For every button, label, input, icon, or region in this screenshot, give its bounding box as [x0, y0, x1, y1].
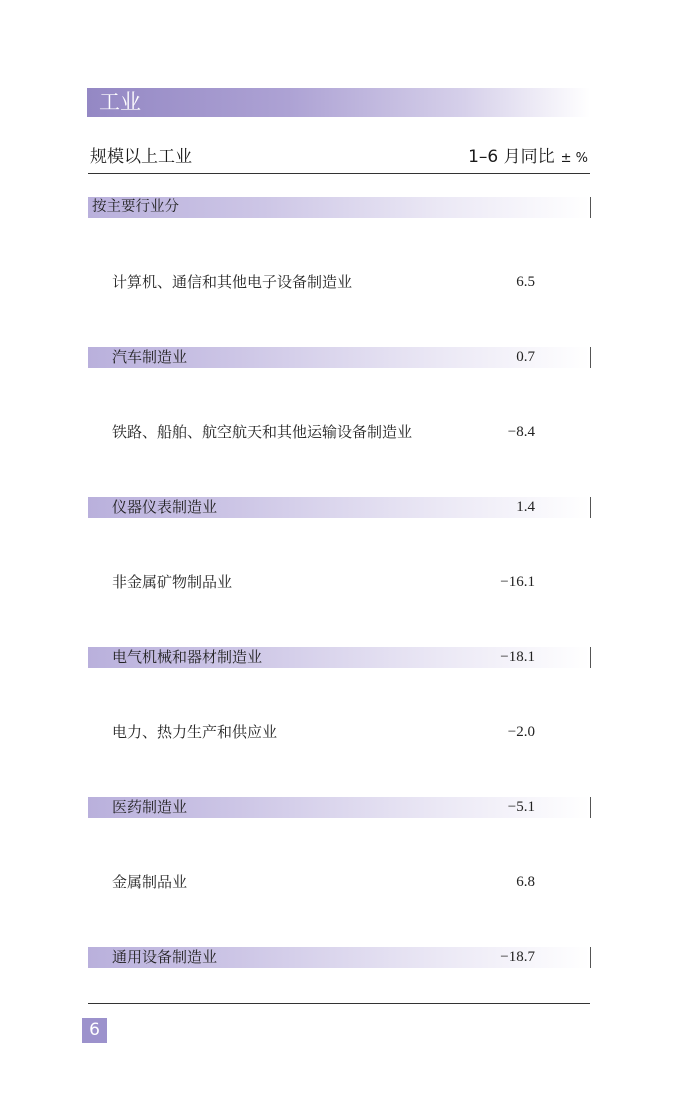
- row-label: 医药制造业: [112, 798, 188, 816]
- row-value: −18.7: [500, 949, 535, 965]
- table-row: [88, 347, 591, 368]
- table-header-title: 规模以上工业: [90, 147, 192, 167]
- section-title: 工业: [99, 90, 141, 114]
- table-row: [88, 647, 591, 668]
- table-row: [88, 572, 590, 593]
- row-value: 1.4: [516, 499, 535, 515]
- table-row: [88, 272, 590, 293]
- row-value: 6.5: [516, 274, 535, 290]
- bottom-divider: [88, 1003, 590, 1004]
- row-label: 仪器仪表制造业: [112, 498, 218, 516]
- row-value: −16.1: [500, 574, 535, 590]
- row-value: −5.1: [507, 799, 535, 815]
- table-row: [88, 422, 590, 443]
- row-label: 计算机、通信和其他电子设备制造业: [112, 273, 353, 291]
- section-banner: [87, 88, 590, 117]
- group-heading: [88, 197, 591, 218]
- table-row: [88, 947, 591, 968]
- page-number: 6: [82, 1018, 107, 1043]
- row-value: −18.1: [500, 649, 535, 665]
- table-row: [88, 797, 591, 818]
- row-label: 电力、热力生产和供应业: [112, 723, 278, 741]
- table-row: [88, 872, 590, 893]
- period-label: 1–6 月同比: [468, 147, 555, 167]
- row-value: 0.7: [516, 349, 535, 365]
- row-label: 通用设备制造业: [112, 948, 218, 966]
- row-label: 金属制品业: [112, 873, 188, 891]
- row-value: −8.4: [507, 424, 535, 440]
- table-row: [88, 497, 591, 518]
- row-label: 非金属矿物制品业: [112, 573, 233, 591]
- table-header: [88, 146, 590, 174]
- table-header-period: [468, 146, 588, 170]
- group-heading-label: 按主要行业分: [92, 199, 179, 215]
- row-value: 6.8: [516, 874, 535, 890]
- row-value: −2.0: [507, 724, 535, 740]
- row-label: 汽车制造业: [112, 348, 188, 366]
- row-label: 电气机械和器材制造业: [112, 648, 263, 666]
- table-row: [88, 722, 590, 743]
- unit-label: ± %: [560, 151, 588, 166]
- row-label: 铁路、船舶、航空航天和其他运输设备制造业: [112, 423, 413, 441]
